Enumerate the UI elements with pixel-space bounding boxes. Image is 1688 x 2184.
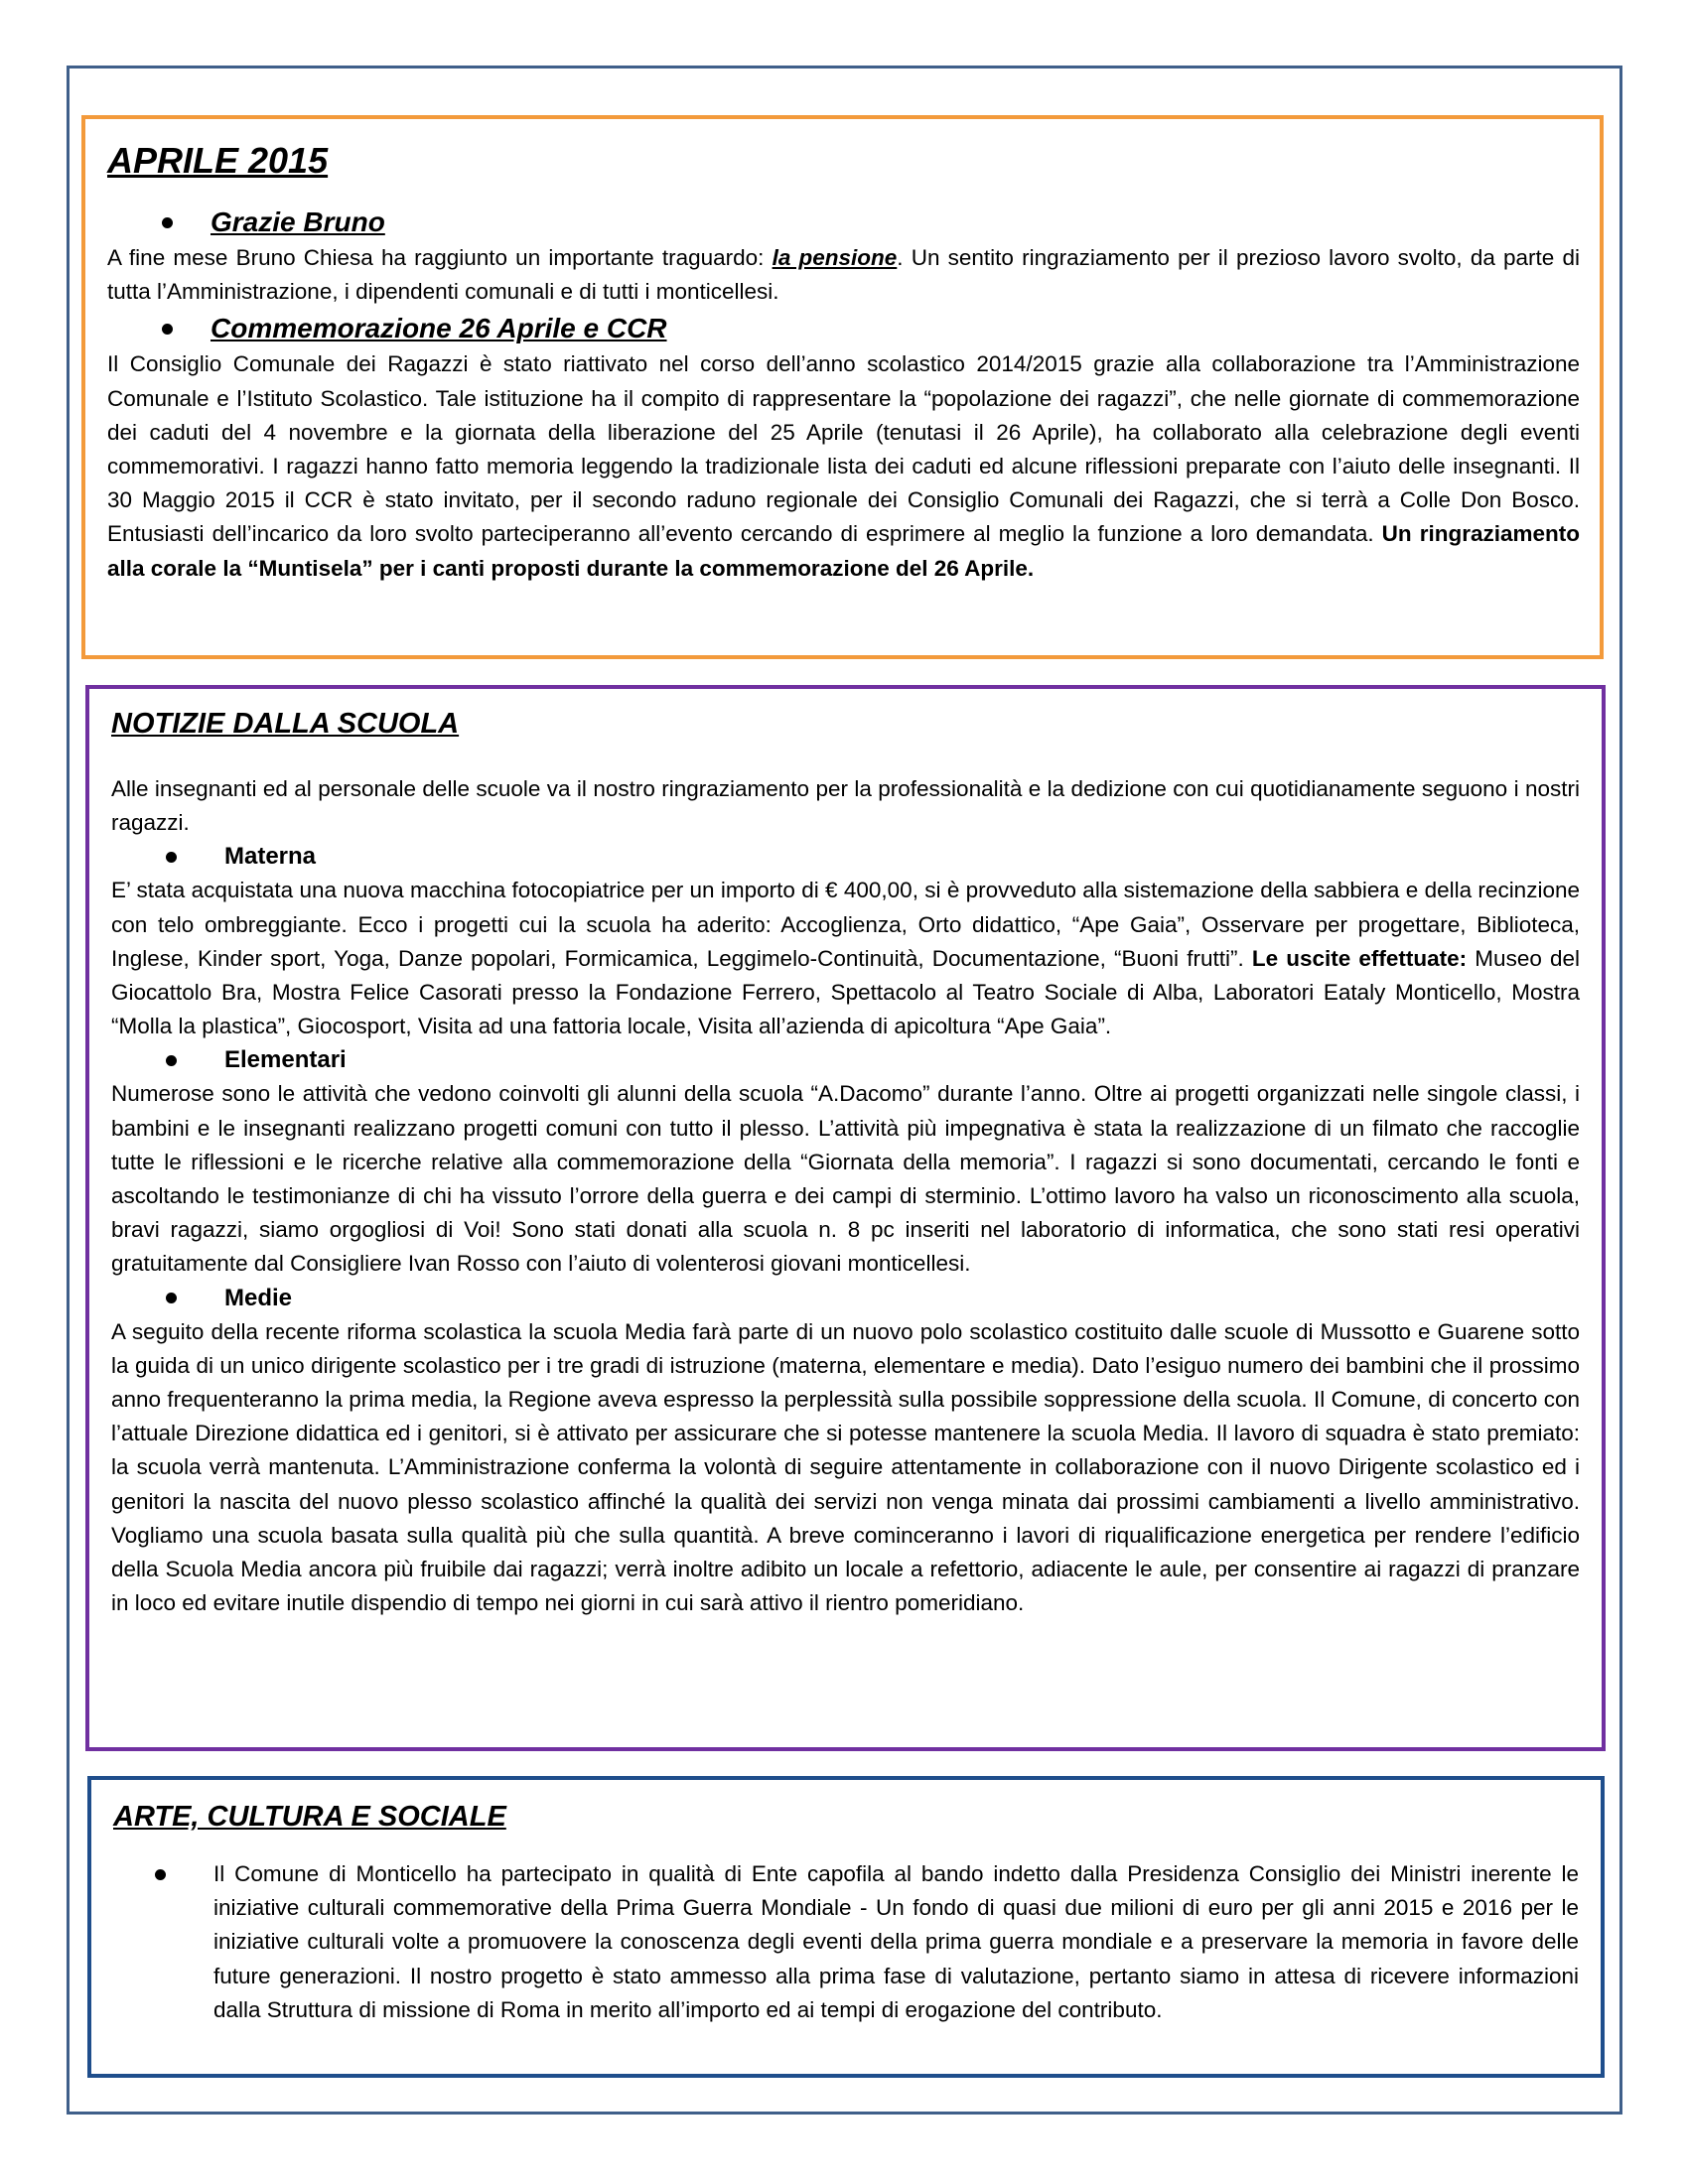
commemorazione-heading [107, 310, 1580, 347]
materna-title: Materna [224, 843, 317, 871]
scuola-title: NOTIZIE DALLA SCUOLA [111, 708, 460, 740]
grazie-bruno-text-end: . Un sentito ringraziamento per il prezioso lavoro svolto, da parte di tutta l’Amministrazione, i dipendenti comunali e di tutti i monticellesi. [107, 245, 1580, 305]
bullet-icon [166, 1055, 177, 1066]
commemorazione-body: Il Consiglio Comunale dei Ragazzi è stato riattivato nel corso dell’anno scolastico 2014/2015 grazie alla collaborazione tra l’Amministrazione Comunale e l’Istituto Scolastico. Tale istituzione ha il compito di rappresentare la “popolazione dei ragazzi”, che nelle giornate di commemorazione dei caduti del 4 novembre e la giornata della liberazione del 25 Aprile (tenutasi il 26 Aprile), ha collaborato alla celebrazione degli eventi commemorativi. I ragazzi hanno fatto memoria leggendo la tradizionale lista dei caduti ed alcune riflessioni preparate con l’aiuto delle insegnanti. Il 30 Maggio 2015 il CCR è stato invitato, per il secondo raduno regionale dei Consiglio Comunali dei Ragazzi, che si terrà a Colle Don Bosco. Entusiasti dell’incarico da loro svolto parteciperanno all’evento cercando di esprimere al meglio la funzione a loro demandata. [107, 351, 1580, 547]
materna-uscite-list: Museo del Giocattolo Bra, Mostra Felice Casorati presso la Fondazione Ferrero, Spettacolo al Teatro Sociale di Alba, Laboratori Eataly Monticello, Mostra “Molla la plastica”, Giocosport, Visita ad una fattoria locale, Visita all’azienda di apicoltura “Ape Gaia”. [111, 945, 1581, 1039]
arte-list-item [113, 1857, 1579, 2027]
bullet-icon [162, 217, 173, 228]
scuola-intro: Alle insegnanti ed al personale delle scuole va il nostro ringraziamento per la professionalità e la dedizione con cui quotidianamente seguono i nostri ragazzi. [111, 776, 1580, 836]
medie-heading [111, 1282, 1580, 1315]
materna-heading [111, 840, 1580, 874]
medie-text: A seguito della recente riforma scolastica la scuola Media farà parte di un nuovo polo scolastico costituito dalle scuole di Mussotto e Guarene sotto la guida di un unico dirigente scolastico per i tre gradi di istruzione (materna, elementare e media). Dato l’esiguo numero dei bambini che il prossimo anno frequenteranno la prima media, la Regione aveva espresso la perplessità sulla possibile soppressione della scuola. Il Comune, di concerto con l’attuale Direzione didattica ed i genitori, si è attivato per assicurare che si potesse mantenere la scuola Media. Il lavoro di squadra è stato premiato: la scuola verrà mantenuta. L’Amministrazione conferma la volontà di seguire attentamente in collaborazione con il nuovo Dirigente scolastico ed i genitori la nascita del nuovo plesso scolastico affinché la qualità dei servizi non venga minata dai prossimi cambiamenti a livello amministrativo. Vogliamo una scuola basata sulla qualità più che sulla quantità. A breve cominceranno i lavori di riqualificazione energetica per rendere l’edificio della Scuola Media ancora più fruibile dai ragazzi; verrà inoltre adibito un locale a refettorio, adiacente le aule, per consentire ai ragazzi di pranzare in loco ed evitare inutile dispendio di tempo nei giorni in cui sarà attivo il rientro pomeridiano. [111, 1318, 1580, 1616]
bullet-icon [155, 1869, 166, 1880]
arte-item-text: Il Comune di Monticello ha partecipato in qualità di Ente capofila al bando indetto dalla Presidenza Consiglio dei Ministri inerente le iniziative culturali commemorative della Prima Guerra Mondiale - Un fondo di quasi due milioni di euro per gli anni 2015 e 2016 per le iniziative culturali volte a promuovere la conoscenza degli eventi della prima guerra mondiale e a preservare la memoria in favore delle future generazioni. Il nostro progetto è stato ammesso alla prima fase di valutazione, pertanto siamo in attesa di ricevere informazioni dalla Struttura di missione di Roma in merito all’importo ed ai tempi di erogazione del contributo. [213, 1861, 1579, 2022]
medie-title: Medie [224, 1284, 293, 1311]
elementari-text: Numerose sono le attività che vedono coinvolti gli alunni della scuola “A.Dacomo” durante l’anno. Oltre ai progetti organizzati nelle singole classi, i bambini e le insegnanti realizzano progetti comuni con tutto il plesso. L’attività più impegnativa è stata la realizzazione di un filmato che raccoglie tutte le riflessioni e le ricerche relative alla commemorazione della “Giornata della memoria”. I ragazzi si sono documentati, cercando le fonti e ascoltando le testimonianze di chi ha vissuto l’orrore della guerra e dei campi di sterminio. L’ottimo lavoro ha valso un riconoscimento alla scuola, bravi ragazzi, siamo orgogliosi di Voi! Sono stati donati alla scuola n. 8 pc inseriti nel laboratorio di informatica, che sono stati resi operativi gratuitamente dal Consigliere Ivan Rosso con l’aiuto di volenterosi giovani monticellesi. [111, 1081, 1580, 1277]
aprile-title: APRILE 2015 [107, 140, 329, 181]
materna-body: E’ stata acquistata una nuova macchina fotocopiatrice per un importo di € 400,00, si è provveduto alla sistemazione della sabbiera e della recinzione con telo ombreggiante. Ecco i progetti cui la scuola ha aderito: Accoglienza, Orto didattico, “Ape Gaia”, Osservare per progettare, Biblioteca, Inglese, Kinder sport, Yoga, Danze popolari, Formicamica, Leggimelo-Continuità, Documentazione, “Buoni frutti”. [111, 878, 1580, 971]
materna-text [111, 874, 1580, 1043]
arte-title: ARTE, CULTURA E SOCIALE [113, 1801, 506, 1833]
grazie-bruno-text [107, 241, 1580, 309]
scuola-section [85, 685, 1606, 1751]
commemorazione-text [107, 347, 1580, 585]
pension-emphasis: la pensione [772, 245, 898, 270]
grazie-bruno-title: Grazie Bruno [211, 206, 385, 237]
elementari-heading [111, 1043, 1580, 1077]
commemorazione-thanks: Un ringraziamento alla corale la “Muntisela” per i canti proposti durante la commemorazione del 26 Aprile. [107, 521, 1580, 581]
commemorazione-title: Commemorazione 26 Aprile e CCR [211, 313, 667, 344]
arte-section [87, 1776, 1605, 2078]
bullet-icon [166, 1293, 177, 1303]
elementari-title: Elementari [224, 1046, 347, 1074]
grazie-bruno-text-start: A fine mese Bruno Chiesa ha raggiunto un importante traguardo: [107, 245, 773, 270]
bullet-icon [166, 852, 177, 863]
grazie-bruno-heading [107, 204, 1580, 241]
materna-uscite-label: Le uscite effettuate: [1251, 945, 1468, 971]
bullet-icon [162, 324, 173, 335]
aprile-section [81, 115, 1604, 659]
